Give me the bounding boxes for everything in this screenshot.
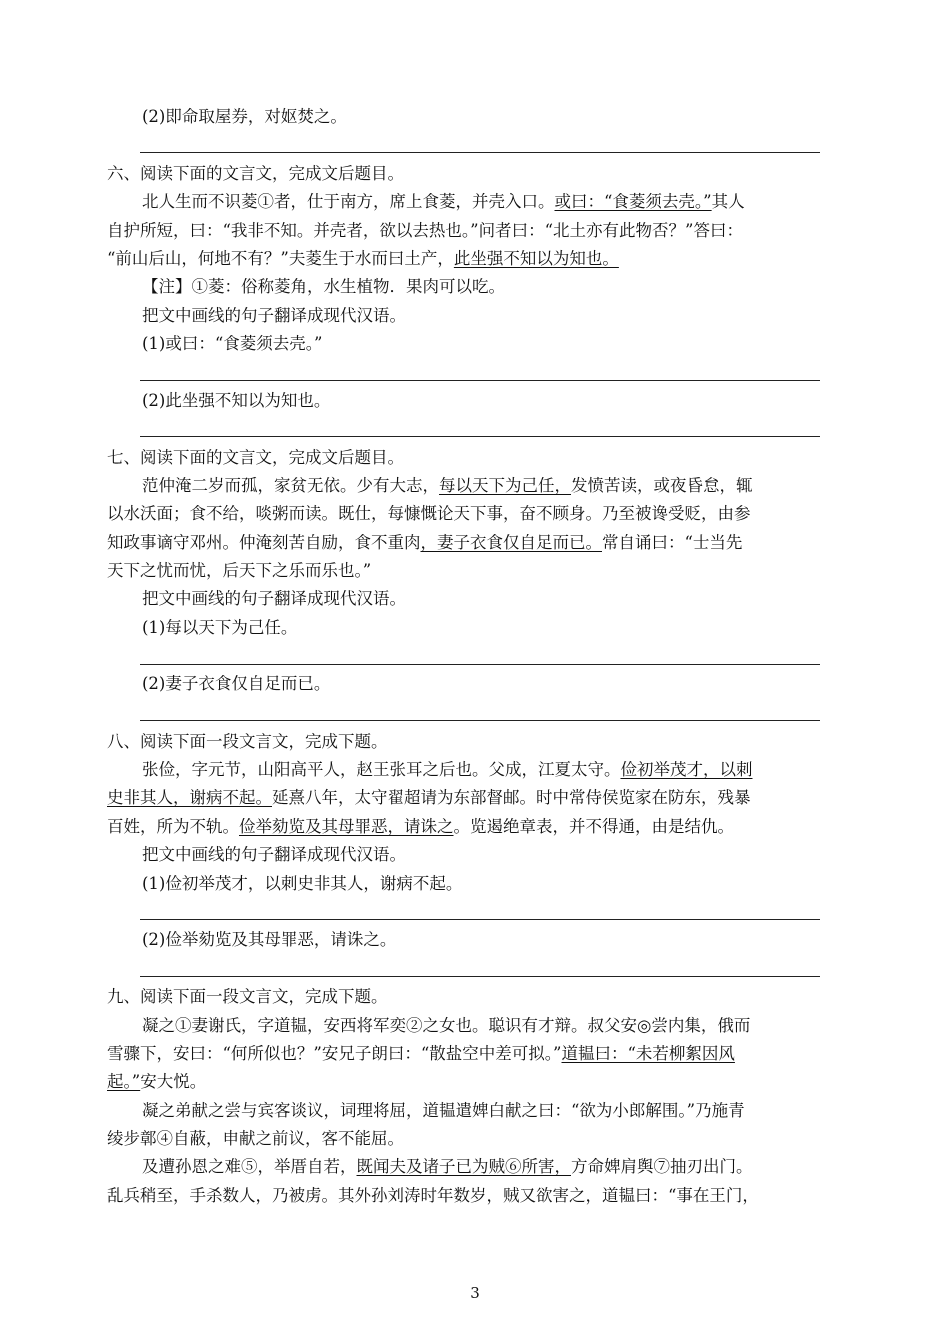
page-number: 3 — [470, 1284, 480, 1302]
q8-heading: 八、阅读下面一段文言文，完成下题。 — [107, 732, 388, 751]
q5-prompt-2: (2)即命取屋券，对妪焚之。 — [142, 107, 347, 126]
q9-passage-line-1: 凝之①妻谢氏，字道韫，安西将军奕②之女也。聪识有才辩。叔父安◎尝内集，俄而 — [142, 1016, 751, 1035]
answer-line[interactable] — [140, 664, 820, 665]
answer-line[interactable] — [140, 436, 820, 437]
q6-note: 【注】①菱：俗称菱角，水生植物．果肉可以吃。 — [142, 277, 505, 296]
answer-line[interactable] — [140, 380, 820, 381]
q6-instruction: 把文中画线的句子翻译成现代汉语。 — [142, 306, 406, 325]
q6-passage-line-3: “前山后山，何地不有？”夫菱生于水而曰土产，此坐强不知以为知也。 — [107, 249, 619, 268]
q8-passage-line-2: 史非其人，谢病不起。延熹八年，太守翟超请为东部督邮。时中常侍侯览家在防东，残暴 — [107, 788, 751, 807]
answer-line[interactable] — [140, 720, 820, 721]
q8-underlined-1a: 俭初举茂才，以刺 — [620, 760, 753, 779]
q8-passage-line-3: 百姓，所为不轨。俭举劾览及其母罪恶，请诛之。览遏绝章表，并不得通，由是结仇。 — [107, 817, 734, 836]
q9-underlined-1b: 起。” — [107, 1072, 141, 1091]
q8-underlined-1b: 史非其人，谢病不起。 — [107, 788, 272, 807]
q6-underlined-2: 此坐强不知以为知也。 — [453, 249, 619, 268]
answer-line[interactable] — [140, 976, 820, 977]
answer-line[interactable] — [140, 919, 820, 920]
q9-passage-line-5: 绫步鄣④自蔽，申献之前议，客不能屈。 — [107, 1129, 404, 1148]
q8-instruction: 把文中画线的句子翻译成现代汉语。 — [142, 845, 406, 864]
q9-passage-line-4: 凝之弟献之尝与宾客谈议，词理将屈，道韫遣婢白献之曰：“欲为小郎解围。”乃施青 — [142, 1101, 745, 1120]
q9-passage-line-6: 及遭孙恩之难⑤，举厝自若，既闻夫及诸子已为贼⑥所害，方命婢肩舆⑦抽刃出门。 — [142, 1157, 753, 1176]
q7-passage-line-3: 知政事谪守邓州。仲淹刻苦自励，食不重肉，妻子衣食仅自足而已。常自诵曰：“士当先 — [107, 533, 743, 552]
q7-passage-line-2: 以水沃面；食不给，啖粥而读。既仕，每慷慨论天下事，奋不顾身。乃至被谗受贬，由参 — [107, 504, 751, 523]
q9-underlined-1a: 道韫曰：“未若柳絮因风 — [561, 1044, 735, 1063]
q7-prompt-2: (2)妻子衣食仅自足而已。 — [142, 674, 331, 693]
q9-underlined-2: 既闻夫及诸子已为贼⑥所害， — [356, 1157, 571, 1176]
q8-prompt-1: (1)俭初举茂才，以刺史非其人，谢病不起。 — [142, 874, 463, 893]
q6-prompt-2: (2)此坐强不知以为知也。 — [142, 391, 331, 410]
q7-underlined-2: ，妻子衣食仅自足而已。 — [420, 533, 602, 552]
q7-prompt-1: (1)每以天下为己任。 — [142, 618, 298, 637]
q6-underlined-1a: 或曰：“食菱须去壳。” — [554, 192, 712, 211]
q6-heading: 六、阅读下面的文言文，完成文后题目。 — [107, 164, 404, 183]
answer-line[interactable] — [140, 152, 820, 153]
q9-heading: 九、阅读下面一段文言文，完成下题。 — [107, 987, 388, 1006]
q9-passage-line-3: 起。”安大悦。 — [107, 1072, 207, 1091]
q9-passage-line-7: 乱兵稍至，手杀数人，乃被虏。其外孙刘涛时年数岁，贼又欲害之，道韫曰：“事在王门， — [107, 1186, 759, 1205]
q6-prompt-1: (1)或曰：“食菱须去壳。” — [142, 334, 323, 353]
q6-passage-line-2: 自护所短，曰：“我非不知。并壳者，欲以去热也。”问者曰：“北土亦有此物否？”答曰： — [107, 221, 743, 240]
q7-passage-line-4: 天下之忧而忧，后天下之乐而乐也。” — [107, 561, 372, 580]
q9-passage-line-2: 雪骤下，安曰：“何所似也？”安兄子朗曰：“散盐空中差可拟。”道韫曰：“未若柳絮因风 — [107, 1044, 735, 1063]
q8-underlined-2: 俭举劾览及其母罪恶，请诛之 — [239, 817, 454, 836]
q8-prompt-2: (2)俭举劾览及其母罪恶，请诛之。 — [142, 930, 397, 949]
q6-passage-line-1: 北人生而不识菱①者，仕于南方，席上食菱，并壳入口。或曰：“食菱须去壳。”其人 — [142, 192, 745, 211]
q7-heading: 七、阅读下面的文言文，完成文后题目。 — [107, 448, 404, 467]
q7-instruction: 把文中画线的句子翻译成现代汉语。 — [142, 589, 406, 608]
q8-passage-line-1: 张俭，字元节，山阳高平人，赵王张耳之后也。父成，江夏太守。俭初举茂才，以刺 — [142, 760, 753, 779]
q7-underlined-1: 每以天下为己任， — [439, 476, 571, 495]
q7-passage-line-1: 范仲淹二岁而孤，家贫无依。少有大志，每以天下为己任，发愤苦读，或夜昏怠，辄 — [142, 476, 753, 495]
